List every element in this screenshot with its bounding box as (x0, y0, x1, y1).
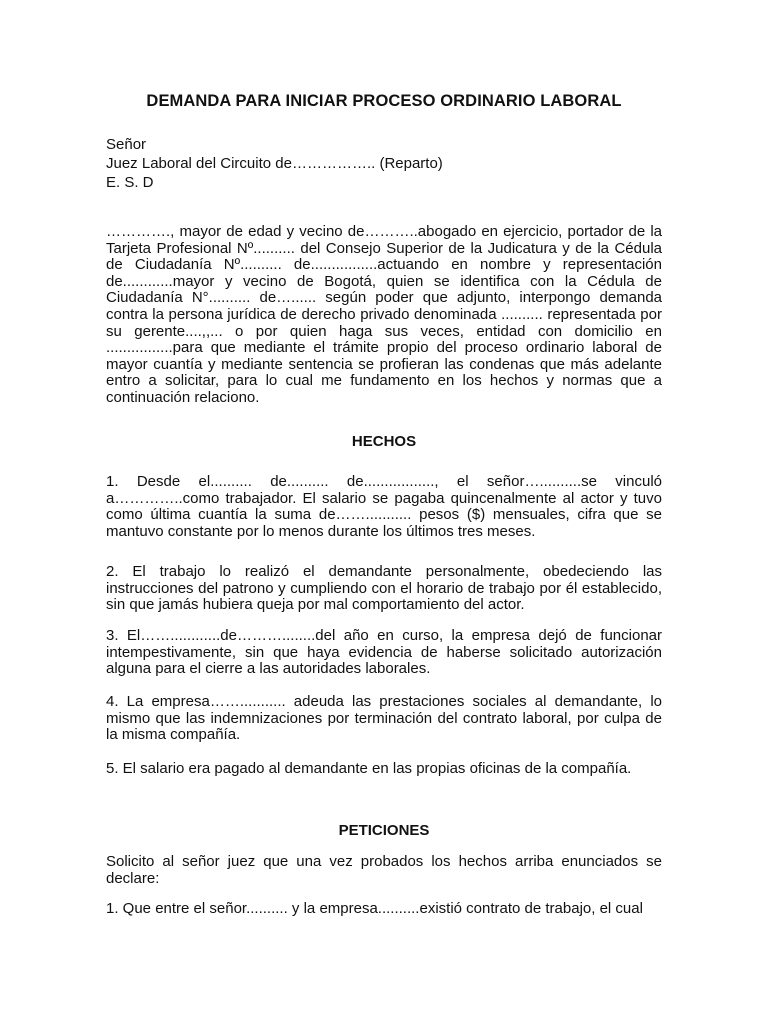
hecho-item-5: 5. El salario era pagado al demandante en las propias oficinas de la compañía. (106, 760, 632, 777)
hecho-item-4: 4. La empresa……........... adeuda las prestaciones sociales al demandante, lo mismo que las indemnizaciones por terminación del contrato laboral, por culpa de la misma compañía. (106, 693, 662, 744)
peticiones-intro: Solicito al señor juez que una vez probados los hechos arriba enunciados se declare: (106, 853, 662, 887)
intro-paragraph: …………., mayor de edad y vecino de………..abogado en ejercicio, portador de la Tarjeta Profesional Nº.......... del Consejo Superior de la Judicatura y de la Cédula de Ciudadanía Nº.......... de................actuando en nombre y representación de............mayor y vecino de Bogotá, quien se identifica con la Cédula de Ciudadanía N°.......... de…...... según poder que adjunto, interpongo demanda contra la persona jurídica de derecho privado denominada .......... representada por su gerente....,,... o por quien haga sus veces, entidad con domicilio en ................para que mediante el trámite propio del proceso ordinario laboral de mayor cuantía y mediante sentencia se profieran las condenas que más adelante entro a solicitar, para lo cual me fundamento en los hechos y normas que a continuación relaciono. (106, 223, 662, 406)
addressee-judge: Juez Laboral del Circuito de…………….. (Reparto) (106, 155, 443, 172)
peticion-item-1: 1. Que entre el señor.......... y la empresa..........existió contrato de trabajo, el cual (106, 900, 643, 917)
addressee-salutation: Señor (106, 136, 147, 153)
hecho-item-1: 1. Desde el.......... de.......... de................., el señor…..........se vinculó a…………..como trabajador. El salario se pagaba quincenalmente al actor y tuvo como última cuantía la suma de……........... pesos ($) mensuales, cifra que se mantuvo constante por lo menos durante los últimos tres meses. (106, 473, 662, 540)
hecho-item-3: 3. El……............de………........del año en curso, la empresa dejó de funcionar intempestivamente, sin que haya evidencia de haberse solicitado autorización alguna para el cierre a las autoridades laborales. (106, 627, 662, 678)
peticiones-heading: PETICIONES (338, 822, 430, 839)
document-title: DEMANDA PARA INICIAR PROCESO ORDINARIO LABORAL (146, 92, 622, 110)
addressee-esd: E. S. D (106, 174, 154, 191)
hechos-heading: HECHOS (351, 433, 417, 450)
addressee-block (106, 135, 443, 192)
hecho-item-2: 2. El trabajo lo realizó el demandante personalmente, obedeciendo las instrucciones del patrono y cumpliendo con el horario de trabajo por él establecido, sin que jamás hubiera queja por mal comportamiento del actor. (106, 563, 662, 614)
